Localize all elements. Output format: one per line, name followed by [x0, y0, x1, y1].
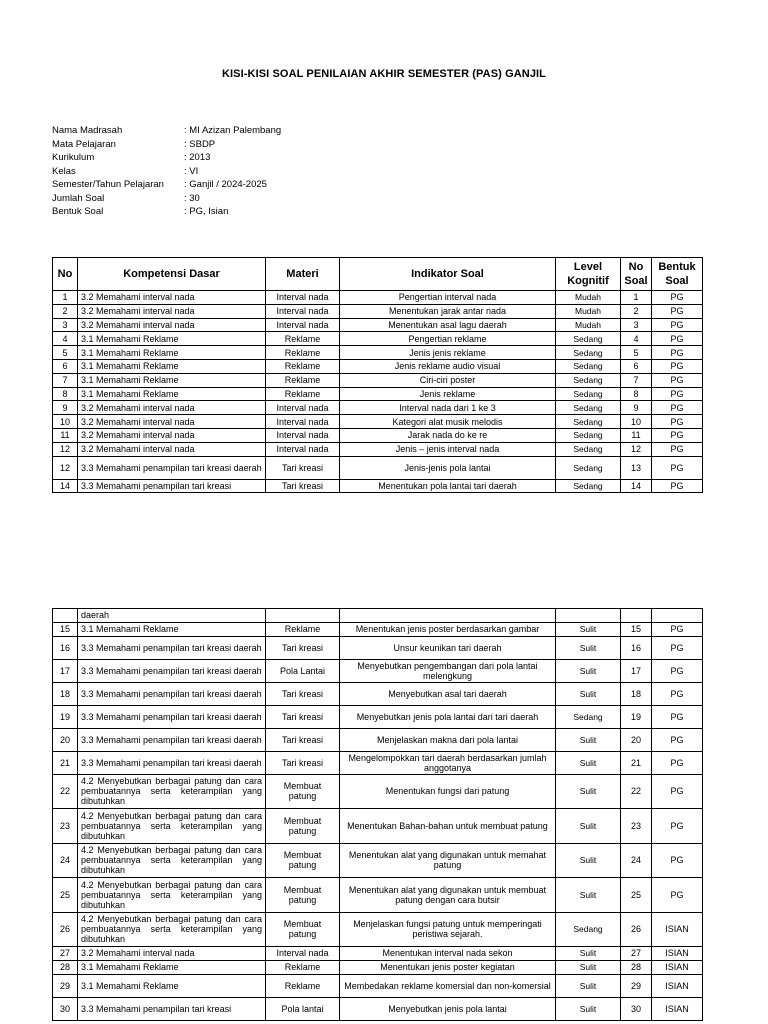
cell-bentuk-soal: PG	[652, 387, 703, 401]
table-row	[53, 622, 703, 636]
cell-kompetensi-dasar: 3.3 Memahami penampilan tari kreasi daerah	[78, 659, 266, 682]
cell-kompetensi-dasar: 3.1 Memahami Reklame	[78, 387, 266, 401]
cell-kompetensi-dasar: 3.2 Memahami interval nada	[78, 304, 266, 318]
cell-no: 22	[53, 774, 78, 809]
cell-bentuk-soal: PG	[652, 304, 703, 318]
table-row	[53, 636, 703, 659]
table-row	[53, 912, 703, 947]
cell-bentuk-soal: PG	[652, 622, 703, 636]
cell-level-kognitif: Sedang	[556, 428, 621, 442]
cell-level-kognitif: Sedang	[556, 387, 621, 401]
table-row	[53, 291, 703, 305]
cell-indikator-soal: Menentukan Bahan-bahan untuk membuat patung	[340, 809, 556, 844]
cell-no-soal: 14	[621, 479, 652, 493]
cell-level-kognitif: Sedang	[556, 401, 621, 415]
cell-level-kognitif: Sulit	[556, 774, 621, 809]
cell-bentuk-soal: PG	[652, 728, 703, 751]
cell-indikator-soal: Kategori alat musik melodis	[340, 415, 556, 429]
cell-level-kognitif: Sedang	[556, 332, 621, 346]
cell-no-soal: 29	[621, 974, 652, 997]
cell-bentuk-soal: PG	[652, 809, 703, 844]
cell-level-kognitif: Sedang	[556, 456, 621, 479]
cell-no-soal: 6	[621, 359, 652, 373]
cell-bentuk-soal: ISIAN	[652, 997, 703, 1020]
cell-kompetensi-dasar: 4.2 Menyebutkan berbagai patung dan cara pembuatannya serta keterampilan yang dibutuhkan	[78, 809, 266, 844]
cell-no-soal: 12	[621, 442, 652, 456]
cell-materi: Membuat patung	[266, 843, 340, 878]
table-row	[53, 659, 703, 682]
table-row	[53, 304, 703, 318]
table-row	[53, 373, 703, 387]
table-row	[53, 428, 703, 442]
cell-materi: Tari kreasi	[266, 636, 340, 659]
cell-no-soal: 4	[621, 332, 652, 346]
header-no: No	[53, 258, 78, 291]
cell-materi: Tari kreasi	[266, 751, 340, 774]
cell-no: 12	[53, 456, 78, 479]
cell-kompetensi-dasar: 3.3 Memahami penampilan tari kreasi daerah	[78, 705, 266, 728]
cell-materi: Reklame	[266, 387, 340, 401]
cell-level-kognitif: Sedang	[556, 912, 621, 947]
cell-kompetensi-dasar: 3.3 Memahami penampilan tari kreasi daerah	[78, 751, 266, 774]
cell-kompetensi-dasar: 3.2 Memahami interval nada	[78, 291, 266, 305]
cell-level-kognitif: Mudah	[556, 304, 621, 318]
cell-kompetensi-dasar: 3.1 Memahami Reklame	[78, 332, 266, 346]
cell-no-soal: 3	[621, 318, 652, 332]
cell-bentuk-soal: PG	[652, 843, 703, 878]
cell-indikator-soal: Menentukan interval nada sekon	[340, 947, 556, 961]
cell-materi: Membuat patung	[266, 878, 340, 913]
cell-materi: Interval nada	[266, 428, 340, 442]
cell-kompetensi-dasar: 3.3 Memahami penampilan tari kreasi	[78, 479, 266, 493]
cell-no-soal: 17	[621, 659, 652, 682]
cell-no-soal: 9	[621, 401, 652, 415]
cell-bentuk-soal: PG	[652, 774, 703, 809]
cell-level-kognitif: Sulit	[556, 974, 621, 997]
cell-level-kognitif: Sedang	[556, 373, 621, 387]
header-bentuk-soal: Bentuk Soal	[652, 258, 703, 291]
cell-kompetensi-dasar: 3.1 Memahami Reklame	[78, 622, 266, 636]
cell-no: 10	[53, 415, 78, 429]
cell-no-soal: 30	[621, 997, 652, 1020]
cell-kompetensi-dasar: 3.3 Memahami penampilan tari kreasi daerah	[78, 728, 266, 751]
cell-kompetensi-dasar: 4.2 Menyebutkan berbagai patung dan cara pembuatannya serta keterampilan yang dibutuhkan	[78, 912, 266, 947]
cell-bentuk-soal: PG	[652, 456, 703, 479]
cell-indikator-soal: Jarak nada do ke re	[340, 428, 556, 442]
cell-level-kognitif: Sedang	[556, 346, 621, 360]
cell-kompetensi-dasar: 3.3 Memahami penampilan tari kreasi daerah	[78, 636, 266, 659]
cell-no: 23	[53, 809, 78, 844]
cell-indikator-soal: Mengelompokkan tari daerah berdasarkan jumlah anggotanya	[340, 751, 556, 774]
header-indikator-soal: Indikator Soal	[340, 258, 556, 291]
cell-bentuk-soal: ISIAN	[652, 960, 703, 974]
cell-no: 16	[53, 636, 78, 659]
info-label: Nama Madrasah	[52, 125, 123, 136]
cell-bentuk-soal: ISIAN	[652, 912, 703, 947]
cell-no-soal: 20	[621, 728, 652, 751]
info-value: : SBDP	[184, 138, 216, 150]
table-row	[53, 456, 703, 479]
cell-no: 24	[53, 843, 78, 878]
cell-no-soal: 25	[621, 878, 652, 913]
cell-indikator-soal: Menyebutkan pengembangan dari pola lantai melengkung	[340, 659, 556, 682]
table-row	[53, 974, 703, 997]
info-label: Semester/Tahun Pelajaran	[52, 179, 164, 190]
table-header-row	[53, 258, 703, 291]
header-materi: Materi	[266, 258, 340, 291]
cell-materi: Reklame	[266, 622, 340, 636]
cell-level-kognitif: Sulit	[556, 659, 621, 682]
cell-no-soal: 24	[621, 843, 652, 878]
cell-bentuk-soal: PG	[652, 332, 703, 346]
table-row	[53, 728, 703, 751]
cell-kompetensi-dasar: 3.2 Memahami interval nada	[78, 415, 266, 429]
cell-materi: Interval nada	[266, 947, 340, 961]
cell-no: 9	[53, 401, 78, 415]
cell-no-soal: 21	[621, 751, 652, 774]
cell-no: 4	[53, 332, 78, 346]
cell-no: 28	[53, 960, 78, 974]
cell-no-soal: 10	[621, 415, 652, 429]
cell-no-soal: 15	[621, 622, 652, 636]
cell-level-kognitif: Sulit	[556, 843, 621, 878]
cell-indikator-soal: Unsur keunikan tari daerah	[340, 636, 556, 659]
cell-no-soal: 19	[621, 705, 652, 728]
cell-no-soal: 1	[621, 291, 652, 305]
info-row	[52, 138, 281, 152]
cell-materi: Tari kreasi	[266, 705, 340, 728]
cell-indikator-soal: Jenis reklame audio visual	[340, 359, 556, 373]
continuation-text: daerah	[78, 609, 266, 623]
table-row	[53, 332, 703, 346]
cell-no: 11	[53, 428, 78, 442]
cell-kompetensi-dasar: 3.2 Memahami interval nada	[78, 401, 266, 415]
cell-no-soal: 27	[621, 947, 652, 961]
info-value: : 30	[184, 192, 200, 204]
table-row	[53, 442, 703, 456]
cell-no: 27	[53, 947, 78, 961]
info-value: : MI Azizan Palembang	[184, 125, 282, 136]
cell-bentuk-soal: PG	[652, 751, 703, 774]
cell-no-soal: 23	[621, 809, 652, 844]
cell-no-soal: 5	[621, 346, 652, 360]
cell-materi: Reklame	[266, 373, 340, 387]
cell-materi: Interval nada	[266, 318, 340, 332]
cell-level-kognitif: Sulit	[556, 751, 621, 774]
table-row	[53, 774, 703, 809]
cell-materi: Interval nada	[266, 401, 340, 415]
info-label: Kelas	[52, 165, 76, 177]
cell-level-kognitif: Sedang	[556, 479, 621, 493]
table-row	[53, 878, 703, 913]
cell-kompetensi-dasar: 4.2 Menyebutkan berbagai patung dan cara pembuatannya serta keterampilan yang dibutuhkan	[78, 878, 266, 913]
cell-bentuk-soal: PG	[652, 479, 703, 493]
cell-kompetensi-dasar: 3.2 Memahami interval nada	[78, 947, 266, 961]
info-value: : PG, Isian	[184, 206, 229, 217]
cell-bentuk-soal: PG	[652, 291, 703, 305]
cell-indikator-soal: Jenis reklame	[340, 387, 556, 401]
cell-materi: Reklame	[266, 346, 340, 360]
info-label: Mata Pelajaran	[52, 138, 116, 150]
cell-no: 30	[53, 997, 78, 1020]
cell-indikator-soal: Menentukan jenis poster berdasarkan gambar	[340, 622, 556, 636]
info-value: : 2013	[184, 152, 211, 163]
cell-no: 25	[53, 878, 78, 913]
cell-no-soal: 8	[621, 387, 652, 401]
cell-no: 26	[53, 912, 78, 947]
table-row	[53, 809, 703, 844]
cell-bentuk-soal: PG	[652, 318, 703, 332]
info-row	[52, 165, 281, 179]
grid-table-page-1	[52, 257, 703, 493]
table-row	[53, 318, 703, 332]
info-row	[52, 124, 281, 138]
cell-indikator-soal: Menentukan fungsi dari patung	[340, 774, 556, 809]
info-label: Bentuk Soal	[52, 206, 104, 217]
cell-no: 8	[53, 387, 78, 401]
table-row	[53, 415, 703, 429]
cell-kompetensi-dasar: 3.1 Memahami Reklame	[78, 373, 266, 387]
cell-level-kognitif: Mudah	[556, 318, 621, 332]
table-row	[53, 387, 703, 401]
cell-bentuk-soal: PG	[652, 659, 703, 682]
cell-indikator-soal: Ciri-ciri poster	[340, 373, 556, 387]
cell-bentuk-soal: PG	[652, 442, 703, 456]
cell-no-soal: 18	[621, 682, 652, 705]
table-row	[53, 997, 703, 1020]
cell-bentuk-soal: PG	[652, 401, 703, 415]
cell-bentuk-soal: PG	[652, 878, 703, 913]
header-no-soal: No Soal	[621, 258, 652, 291]
cell-kompetensi-dasar: 3.1 Memahami Reklame	[78, 960, 266, 974]
cell-indikator-soal: Membedakan reklame komersial dan non-komersial	[340, 974, 556, 997]
table-row	[53, 479, 703, 493]
header-kompetensi-dasar: Kompetensi Dasar	[78, 258, 266, 291]
document-title: KISI-KISI SOAL PENILAIAN AKHIR SEMESTER (PAS) GANJIL	[221, 68, 547, 80]
cell-indikator-soal: Pengertian reklame	[340, 332, 556, 346]
cell-no: 3	[53, 318, 78, 332]
cell-level-kognitif: Sulit	[556, 636, 621, 659]
cell-bentuk-soal: PG	[652, 705, 703, 728]
cell-level-kognitif: Sedang	[556, 705, 621, 728]
cell-no: 6	[53, 359, 78, 373]
cell-level-kognitif: Sulit	[556, 997, 621, 1020]
cell-bentuk-soal: PG	[652, 428, 703, 442]
cell-no-soal: 13	[621, 456, 652, 479]
info-row	[52, 192, 281, 206]
cell-no-soal: 2	[621, 304, 652, 318]
cell-indikator-soal: Menyebutkan jenis pola lantai	[340, 997, 556, 1020]
cell-bentuk-soal: PG	[652, 682, 703, 705]
info-row	[52, 178, 281, 192]
grid-table-page-2	[52, 608, 703, 1021]
cell-no: 18	[53, 682, 78, 705]
cell-materi: Tari kreasi	[266, 682, 340, 705]
cell-indikator-soal: Menyebutkan jenis pola lantai dari tari daerah	[340, 705, 556, 728]
table-row	[53, 960, 703, 974]
cell-no-soal: 28	[621, 960, 652, 974]
cell-indikator-soal: Menentukan jenis poster kegiatan	[340, 960, 556, 974]
cell-no: 2	[53, 304, 78, 318]
header-level-kognitif: Level Kognitif	[556, 258, 621, 291]
cell-materi: Tari kreasi	[266, 456, 340, 479]
info-label: Jumlah Soal	[52, 192, 105, 204]
cell-no-soal: 26	[621, 912, 652, 947]
cell-materi: Interval nada	[266, 304, 340, 318]
cell-no: 1	[53, 291, 78, 305]
cell-indikator-soal: Menentukan alat yang digunakan untuk membuat patung dengan cara butsir	[340, 878, 556, 913]
cell-materi: Reklame	[266, 332, 340, 346]
cell-no: 20	[53, 728, 78, 751]
table-row	[53, 705, 703, 728]
cell-materi: Reklame	[266, 359, 340, 373]
cell-indikator-soal: Menjelaskan fungsi patung untuk memperingati peristiwa sejarah.	[340, 912, 556, 947]
cell-materi: Membuat patung	[266, 912, 340, 947]
cell-level-kognitif: Sulit	[556, 622, 621, 636]
cell-indikator-soal: Jenis – jenis interval nada	[340, 442, 556, 456]
cell-bentuk-soal: PG	[652, 359, 703, 373]
cell-no-soal: 22	[621, 774, 652, 809]
table-row	[53, 947, 703, 961]
cell-kompetensi-dasar: 3.3 Memahami penampilan tari kreasi	[78, 997, 266, 1020]
cell-no: 15	[53, 622, 78, 636]
cell-bentuk-soal: ISIAN	[652, 947, 703, 961]
cell-bentuk-soal: PG	[652, 636, 703, 659]
cell-level-kognitif: Sedang	[556, 442, 621, 456]
cell-materi: Tari kreasi	[266, 479, 340, 493]
cell-no-soal: 16	[621, 636, 652, 659]
cell-indikator-soal: Menyebutkan asal tari daerah	[340, 682, 556, 705]
cell-kompetensi-dasar: 3.1 Memahami Reklame	[78, 359, 266, 373]
cell-bentuk-soal: PG	[652, 373, 703, 387]
cell-kompetensi-dasar: 3.2 Memahami interval nada	[78, 318, 266, 332]
cell-bentuk-soal: PG	[652, 346, 703, 360]
cell-level-kognitif: Mudah	[556, 291, 621, 305]
cell-kompetensi-dasar: 4.2 Menyebutkan berbagai patung dan cara pembuatannya serta keterampilan yang dibutuhkan	[78, 774, 266, 809]
cell-materi: Interval nada	[266, 291, 340, 305]
cell-no: 19	[53, 705, 78, 728]
cell-indikator-soal: Menjelaskan makna dari pola lantai	[340, 728, 556, 751]
cell-bentuk-soal: ISIAN	[652, 974, 703, 997]
cell-no: 14	[53, 479, 78, 493]
info-value: : VI	[184, 165, 199, 177]
school-info-block	[52, 124, 281, 219]
cell-no: 21	[53, 751, 78, 774]
info-row	[52, 151, 281, 165]
cell-indikator-soal: Menentukan alat yang digunakan untuk memahat patung	[340, 843, 556, 878]
cell-kompetensi-dasar: 3.2 Memahami interval nada	[78, 442, 266, 456]
cell-indikator-soal: Menentukan asal lagu daerah	[340, 318, 556, 332]
table-row	[53, 401, 703, 415]
cell-indikator-soal: Pengertian interval nada	[340, 291, 556, 305]
cell-kompetensi-dasar: 3.1 Memahami Reklame	[78, 974, 266, 997]
cell-materi: Membuat patung	[266, 809, 340, 844]
table-row	[53, 346, 703, 360]
cell-indikator-soal: Interval nada dari 1 ke 3	[340, 401, 556, 415]
cell-no: 29	[53, 974, 78, 997]
cell-bentuk-soal: PG	[652, 415, 703, 429]
cell-no-soal: 11	[621, 428, 652, 442]
cell-indikator-soal: Menentukan pola lantai tari daerah	[340, 479, 556, 493]
cell-materi: Pola lantai	[266, 997, 340, 1020]
cell-materi: Membuat patung	[266, 774, 340, 809]
cell-no: 12	[53, 442, 78, 456]
cell-kompetensi-dasar: 3.3 Memahami penampilan tari kreasi daerah	[78, 456, 266, 479]
info-value: : Ganjil / 2024-2025	[184, 179, 267, 190]
cell-level-kognitif: Sulit	[556, 960, 621, 974]
cell-no-soal: 7	[621, 373, 652, 387]
cell-indikator-soal: Jenis-jenis pola lantai	[340, 456, 556, 479]
info-row	[52, 205, 281, 219]
cell-level-kognitif: Sedang	[556, 415, 621, 429]
table-row	[53, 843, 703, 878]
cell-kompetensi-dasar: 3.1 Memahami Reklame	[78, 346, 266, 360]
cell-no: 5	[53, 346, 78, 360]
cell-materi: Interval nada	[266, 415, 340, 429]
cell-level-kognitif: Sulit	[556, 878, 621, 913]
cell-materi: Tari kreasi	[266, 728, 340, 751]
info-label: Kurikulum	[52, 152, 95, 163]
cell-materi: Pola Lantai	[266, 659, 340, 682]
cell-kompetensi-dasar: 4.2 Menyebutkan berbagai patung dan cara pembuatannya serta keterampilan yang dibutuhkan	[78, 843, 266, 878]
table-row	[53, 682, 703, 705]
cell-level-kognitif: Sulit	[556, 728, 621, 751]
cell-level-kognitif: Sulit	[556, 947, 621, 961]
cell-no: 17	[53, 659, 78, 682]
cell-indikator-soal: Menentukan jarak antar nada	[340, 304, 556, 318]
cell-level-kognitif: Sedang	[556, 359, 621, 373]
cell-no: 7	[53, 373, 78, 387]
cell-indikator-soal: Jenis jenis reklame	[340, 346, 556, 360]
cell-materi: Interval nada	[266, 442, 340, 456]
table-row	[53, 359, 703, 373]
cell-materi: Reklame	[266, 960, 340, 974]
cell-level-kognitif: Sulit	[556, 809, 621, 844]
cell-kompetensi-dasar: 3.3 Memahami penampilan tari kreasi daerah	[78, 682, 266, 705]
cell-level-kognitif: Sulit	[556, 682, 621, 705]
continuation-row	[53, 609, 703, 623]
cell-kompetensi-dasar: 3.2 Memahami interval nada	[78, 428, 266, 442]
table-row	[53, 751, 703, 774]
cell-materi: Reklame	[266, 974, 340, 997]
